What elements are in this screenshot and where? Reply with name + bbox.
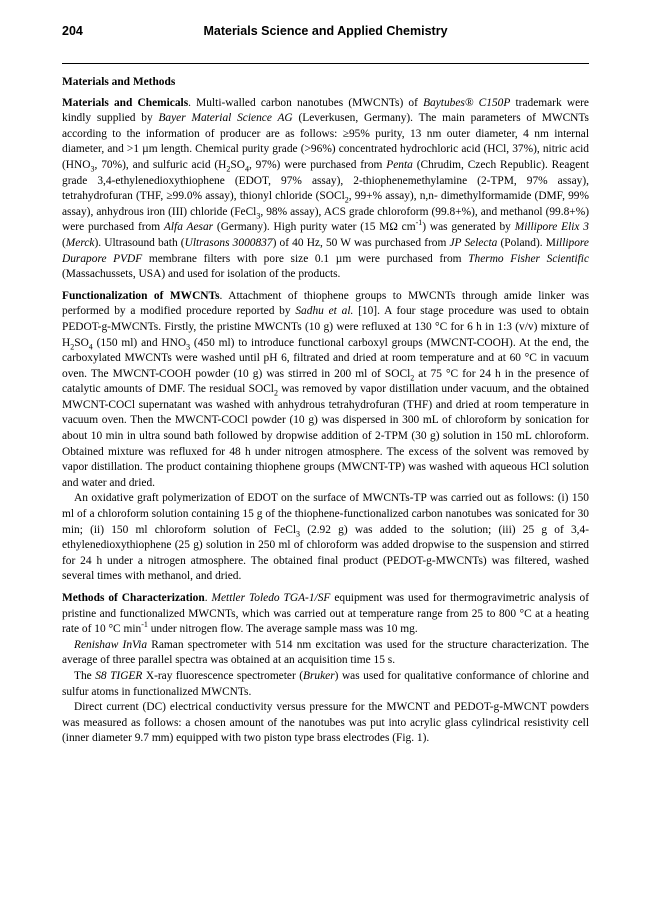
italic-run: Mettler Toledo TGA-1/SF [211,592,331,604]
subscript: 3 [186,341,191,351]
text-run: ) of 40 Hz, 50 W was purchased from [272,236,450,249]
text-run: The [74,669,96,682]
paragraph-lead: Methods of Characterization [62,592,205,604]
text-run: (Poland). M [497,236,556,249]
subscript: 2 [344,195,349,205]
text-run: (Leverkusen, Germany). The main parameters of MWCNTs according to the information of producer are as follows: ≥95% purity, 13 nm outer diameter, 4 nm internal diameter, and >1 µm length. Chemical purity grade (>96%) concentrated hydrochloric acid (HCl, 37%), nitric acid (HNO [62,112,589,171]
italic-run: Bruker [303,669,335,682]
text-run: (2.92 g) was added to the solution; (iii) 25 g of 3,4-ethylenedioxythiophene (25 g) solution in 250 ml of chloroform was added dropwise to the suspension and stirred for 24 h under a nitrogen atmosphere. The obtained final product (PEDOT-g-MWCNTs) was filtered, washed several times with methanol, and dried. [62,523,590,583]
superscript: -1 [415,218,423,228]
text-run: ( [62,236,66,249]
italic-run: Sadhu et al. [295,305,354,318]
text-run: under nitrogen flow. The average sample mass was 10 mg. [147,623,418,636]
page-number: 204 [62,24,83,38]
text-run: SO [74,336,89,349]
subscript: 2 [410,372,415,382]
paragraph-dc-conductivity [62,700,589,747]
text-run: . Multi-walled carbon nanotubes (MWCNTs) of [188,96,424,109]
text-run: equipment was used for thermogravimetric analysis of pristine and functionalized MWCNTs, which was carried out at temperature range from 25 to 800 °C at a heating rate of 10 °C min [62,592,589,636]
italic-run: Ultrasons 3000837 [184,236,273,249]
italic-run: Renishaw InVia [74,638,148,651]
paragraph-lead: Materials and Chemicals [62,96,189,109]
text-run: X-ray fluorescence spectrometer ( [142,669,304,682]
italic-run: Penta [386,158,413,171]
italic-run: Merck [65,236,95,249]
text-run: An oxidative graft polymerization of EDOT on the surface of MWCNTs-TP was carried out as follows: (i) 150 ml of a chloroform solution containing 15 g of the thiophene-functionalized carbon nanotubes was sonicated for 30 min; (ii) 150 ml chloroform solution of FeCl [62,492,589,536]
subscript: 3 [90,164,95,174]
journal-title: Materials Science and Applied Chemistry [203,24,448,38]
italic-run: S8 TIGER [95,669,143,682]
text-run: trademark were kindly supplied by [62,96,589,125]
paragraph-oxidative-polymerization [62,491,589,585]
subscript: 4 [88,341,93,351]
subscript: 3 [296,528,300,538]
text-run: , 97%) were purchased from [248,158,387,171]
text-run: Direct current (DC) electrical conductivity versus pressure for the MWCNT and PEDOT-g-MWCNT powders was measured as follows: a chosen amount of the nanotubes was put into acrylic glass cylindrical resistivity cell (inner diameter 9.7 mm) equipped with two piston type brass electrodes (Fig. 1). [62,701,589,745]
italic-run: JP Selecta [449,236,498,249]
subscript: 3 [256,211,261,221]
text-run: [10]. A four stage procedure was used to obtain PEDOT-g-MWCNTs. Firstly, the pristine MWCNTs (10 g) were refluxed at 130 °C for 6 h in 1:3 (v/v) mixture of H [62,305,589,349]
paragraph-methods-of-characterization [62,591,589,638]
subscript: 2 [273,388,278,398]
text-run: SO [230,158,245,171]
header-rule [62,63,589,64]
paragraph-xrf [62,669,589,700]
text-run: was removed by vapor distillation under vacuum, and the obtained MWCNT-COCl supernatant was washed with anhydrous tetrahydrofuran (THF) and dried at room temperature in vacuum oven. Then the MWCNT-COCl powder (10 g) was dispersed in 300 mL of chloroform by sonication for about 10 min in ultra sound bath followed by dropwise addition of 2-TPM (30 g) solution in 150 mL chloroform. Obtained mixture was refluxed for 48 h under nitrogen atmosphere. The excess of the solvent was removed by vapor distillation. The product containing thiophene groups (MWCNT-TP) was washed with aqueous HCl solution and water and dried. [62,383,589,489]
superscript: -1 [141,620,148,630]
text-run: (450 ml) to introduce functional carboxyl groups (MWCNT-COOH). At the end, the carboxylated MWCNTs were washed until pH 6, filtrated and dried at room temperature and at 60 °C in vacuum oven. The MWCNT-COOH powder (10 g) was stirred in 200 ml of SOCl [62,336,589,380]
subscript: 2 [226,164,231,174]
text-run: ) was used for qualitative conformance of chlorine and sulfur atoms in functionalized MWCNTs. [62,669,590,698]
italic-run: illipore Durapore PVDF [62,236,589,265]
paragraph-raman [62,638,589,669]
running-header [62,24,589,42]
text-run: ) was generated by [422,221,515,234]
paragraph-lead: Functionalization of MWCNTs [62,289,220,302]
text-run: , 99+% assay), n,n- dimethylformamide (DMF, 99% assay), anhydrous iron (III) chloride (FeCl [62,190,589,218]
subscript: 2 [70,341,75,351]
italic-run: Millipore Elix 3 [514,221,589,234]
italic-run: Alfa Aesar [163,221,214,234]
text-run: (Massachussets, USA) and used for isolation of the products. [62,268,341,281]
text-run: membrane filters with pore size 0.1 µm were purchased from [142,252,469,265]
text-run: , 70%), and sulfuric acid (H [94,158,227,171]
text-run: . [204,592,212,604]
text-run: (Chrudim, Czech Republic). Reagent grade 3,4-ethylenedioxythiophene (EDOT, 97% assay), 2-thiophenemethylamine (2-TPM, 97% assay), tetrahydrofuran (THF, ≥99.0% assay), thionyl chloride (SOCl [62,158,589,203]
text-run: (150 ml) and HNO [92,336,187,349]
paragraph-functionalization [62,289,589,492]
article-body [62,75,589,747]
italic-run: Bayer Material Science AG [158,112,293,125]
italic-run: Baytubes® C150P [423,96,511,109]
text-run: Raman spectrometer with 514 nm excitation was used for the structure characterization. The average of three parallel spectra was obtained at an acquisition time 15 s. [62,638,589,667]
text-run: , 98% assay), ACS grade chloroform (99.8+%), and methanol (99.8+%) were purchased from [62,205,590,234]
text-run: at 75 °C for 24 h in the presence of catalytic amounts of DMF. The residual SOCl [62,367,589,396]
text-run: . Attachment of thiophene groups to MWCNTs through amide linker was performed by a modified procedure reported by [62,289,590,318]
italic-run: Thermo Fisher Scientific [468,252,589,265]
subscript: 4 [244,164,249,174]
text-run: (Germany). High purity water (15 MΩ cm [213,221,416,234]
paragraph-materials-and-chemicals [62,96,589,283]
text-run: ). Ultrasound bath ( [94,236,185,249]
section-title: Materials and Methods [62,76,176,88]
